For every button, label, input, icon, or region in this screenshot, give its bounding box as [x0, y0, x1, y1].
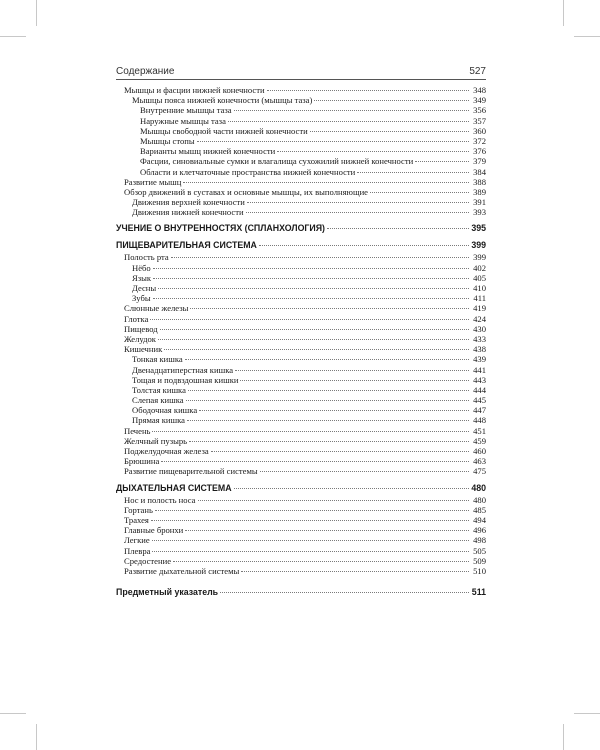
toc-entry-page: 485 — [473, 504, 486, 515]
toc-entry-title: Печень — [124, 425, 151, 436]
toc-entry-title: Слюнные железы — [124, 303, 189, 314]
toc-entry-title: Мышцы и фасции нижней конечности — [124, 85, 265, 95]
toc-entry-page: 480 — [473, 494, 486, 505]
dot-leader — [234, 488, 469, 489]
dot-leader — [150, 319, 469, 320]
toc-entry-title: Толстая кишка — [132, 384, 186, 395]
toc-entry-title: ПИЩЕВАРИТЕЛЬНАЯ СИСТЕМА — [116, 240, 257, 251]
toc-entry-page: 494 — [473, 514, 486, 525]
crop-mark-left-top — [0, 36, 26, 37]
toc-entry-page: 433 — [473, 333, 486, 344]
header-section-title: Содержание — [116, 66, 175, 77]
toc-entry-title: Фасции, синовиальные сумки и влагалища сухожилий нижней конечности — [140, 156, 414, 167]
toc-entry-page: 445 — [473, 395, 486, 406]
dot-leader — [187, 420, 469, 421]
crop-mark-left-bottom — [0, 713, 26, 714]
toc-entry-title: Тощая и подвздошная кишки — [132, 374, 239, 385]
toc-entry[interactable] — [116, 515, 486, 525]
toc-entry-page: 451 — [473, 425, 486, 436]
toc-entry[interactable] — [116, 365, 486, 375]
toc-entry-title: Двенадцатиперстная кишка — [132, 364, 234, 375]
toc-entry-page: 356 — [473, 105, 486, 116]
dot-leader — [152, 431, 469, 432]
toc-entry[interactable] — [116, 187, 486, 197]
toc-entry-page: 480 — [471, 482, 486, 493]
dot-leader — [260, 471, 469, 472]
toc-entry-title: Нёбо — [132, 262, 151, 273]
toc-entry-page: 349 — [473, 95, 486, 106]
dot-leader — [314, 100, 469, 101]
toc-entry-title: Поджелудочная железа — [124, 446, 209, 456]
toc-entry[interactable] — [116, 177, 486, 187]
toc-entry-page: 391 — [473, 197, 486, 208]
toc-entry-page: 447 — [473, 405, 486, 416]
dot-leader — [241, 571, 469, 572]
toc-entry[interactable] — [116, 566, 486, 576]
crop-mark-right-bottom — [574, 713, 600, 714]
toc-entry[interactable] — [116, 252, 486, 262]
dot-leader — [310, 131, 469, 132]
toc-entry[interactable] — [116, 334, 486, 344]
crop-mark-bottom-right — [563, 724, 564, 750]
toc-entry-page: 444 — [473, 384, 486, 395]
toc-entry-title: Кишечник — [124, 344, 163, 355]
toc-entry-page: 505 — [473, 545, 486, 556]
toc-entry[interactable] — [116, 395, 486, 405]
dot-leader — [277, 151, 469, 152]
toc-entry-title: Мышцы пояса нижней конечности (мышцы таза) — [132, 95, 313, 106]
toc-entry-page: 395 — [471, 223, 486, 234]
toc-entry-page: 388 — [473, 176, 486, 187]
toc-entry-title: Движения верхней конечности — [132, 197, 245, 208]
toc-entry[interactable] — [116, 146, 486, 156]
toc-entry-page: 510 — [473, 565, 486, 576]
toc-entry-page: 389 — [473, 186, 486, 197]
toc-entry-title: Прямая кишка — [132, 415, 186, 426]
dot-leader — [161, 461, 469, 462]
toc-entry-title: Главные бронхи — [124, 525, 184, 536]
toc-entry-page: 348 — [473, 85, 486, 95]
toc-entry-title: Слепая кишка — [132, 395, 184, 406]
table-of-contents — [116, 85, 486, 599]
toc-entry-title: Желудок — [124, 333, 156, 344]
toc-entry-title: Мышцы свободной части нижней конечности — [140, 125, 308, 136]
toc-entry-title: Движения нижней конечности — [132, 207, 244, 218]
dot-leader — [267, 90, 469, 91]
toc-entry[interactable] — [116, 456, 486, 466]
toc-entry[interactable] — [116, 105, 486, 115]
dot-leader — [173, 561, 469, 562]
toc-entry[interactable] — [116, 525, 486, 535]
toc-entry[interactable] — [116, 405, 486, 415]
toc-entry-title: Обзор движений в суставах и основные мышцы, их выполняющие — [124, 186, 368, 197]
dot-leader — [189, 441, 469, 442]
crop-mark-right-top — [574, 36, 600, 37]
toc-entry[interactable] — [116, 207, 486, 217]
dot-leader — [153, 298, 469, 299]
dot-leader — [259, 245, 469, 246]
toc-entry[interactable] — [116, 324, 486, 334]
dot-leader — [160, 329, 469, 330]
dot-leader — [171, 257, 469, 258]
header-divider — [116, 79, 486, 80]
toc-section-heading[interactable] — [116, 239, 486, 251]
toc-entry-title: ДЫХАТЕЛЬНАЯ СИСТЕМА — [116, 482, 232, 493]
dot-leader — [188, 390, 469, 391]
toc-entry[interactable] — [116, 263, 486, 273]
toc-entry-title: Наружные мышцы таза — [140, 115, 226, 126]
toc-entry-title: Внутренние мышцы таза — [140, 105, 232, 116]
toc-entry[interactable] — [116, 136, 486, 146]
toc-entry-title: Плевра — [124, 545, 151, 556]
toc-entry[interactable] — [116, 126, 486, 136]
toc-entry[interactable] — [116, 344, 486, 354]
toc-entry-title: Зубы — [132, 293, 151, 304]
toc-entry[interactable] — [116, 303, 486, 313]
toc-entry-page: 372 — [473, 135, 486, 146]
toc-entry[interactable] — [116, 375, 486, 385]
crop-mark-top-right — [563, 0, 564, 26]
toc-entry[interactable] — [116, 167, 486, 177]
running-header — [116, 66, 486, 77]
dot-leader — [158, 339, 469, 340]
dot-leader — [220, 592, 469, 593]
dot-leader — [235, 370, 469, 371]
dot-leader — [199, 410, 469, 411]
toc-entry-page: 439 — [473, 354, 486, 365]
toc-entry[interactable] — [116, 156, 486, 166]
toc-entry[interactable] — [116, 535, 486, 545]
toc-entry-page: 448 — [473, 415, 486, 426]
toc-entry-title: Нос и полость носа — [124, 494, 196, 505]
toc-entry-title: Развитие мышц — [124, 176, 182, 187]
toc-entry-page: 511 — [471, 587, 486, 598]
dot-leader — [152, 540, 469, 541]
toc-entry[interactable] — [116, 436, 486, 446]
toc-entry-page: 443 — [473, 374, 486, 385]
toc-entry[interactable] — [116, 95, 486, 105]
toc-entry-title: Мышцы стопы — [140, 135, 195, 146]
toc-entry-page: 419 — [473, 303, 486, 314]
toc-entry[interactable] — [116, 283, 486, 293]
toc-entry-page: 399 — [473, 252, 486, 263]
toc-entry[interactable] — [116, 505, 486, 515]
dot-leader — [190, 308, 469, 309]
toc-entry-page: 360 — [473, 125, 486, 136]
toc-entry-title: Развитие дыхательной системы — [124, 565, 240, 576]
toc-entry-page: 460 — [473, 446, 486, 456]
toc-entry-page: 379 — [473, 156, 486, 167]
dot-leader — [164, 349, 469, 350]
toc-section-heading[interactable] — [116, 482, 486, 494]
toc-entry-page: 496 — [473, 525, 486, 536]
toc-entry-title: Язык — [132, 272, 152, 283]
toc-entry-title: Брюшина — [124, 456, 160, 467]
toc-entry[interactable] — [116, 546, 486, 556]
toc-entry-title: Развитие пищеварительной системы — [124, 466, 258, 477]
toc-entry-title: Варианты мышц нижней конечности — [140, 146, 276, 157]
toc-entry-page: 410 — [473, 283, 486, 293]
dot-leader — [155, 510, 469, 511]
dot-leader — [185, 359, 469, 360]
dot-leader — [185, 530, 469, 531]
toc-entry-page: 393 — [473, 207, 486, 218]
dot-leader — [240, 380, 469, 381]
toc-entry-page: 402 — [473, 262, 486, 273]
toc-entry-page: 411 — [473, 293, 486, 304]
dot-leader — [211, 451, 469, 452]
dot-leader — [198, 500, 470, 501]
toc-entry-page: 438 — [473, 344, 486, 355]
toc-entry-page: 376 — [473, 146, 486, 157]
dot-leader — [234, 110, 469, 111]
dot-leader — [228, 121, 469, 122]
dot-leader — [183, 182, 469, 183]
toc-entry-title: УЧЕНИЕ О ВНУТРЕННОСТЯХ (СПЛАНХОЛОГИЯ) — [116, 223, 325, 234]
toc-section-heading[interactable] — [116, 222, 486, 234]
toc-entry-page: 441 — [473, 364, 486, 375]
toc-entry[interactable] — [116, 426, 486, 436]
toc-entry-page: 424 — [473, 313, 486, 324]
dot-leader — [357, 172, 469, 173]
toc-entry-page: 405 — [473, 272, 486, 283]
dot-leader — [370, 192, 469, 193]
crop-mark-bottom-left — [36, 724, 37, 750]
toc-entry-page: 430 — [473, 323, 486, 334]
toc-entry[interactable] — [116, 495, 486, 505]
toc-entry-title: Полость рта — [124, 252, 169, 263]
toc-entry[interactable] — [116, 314, 486, 324]
toc-entry-title: Пищевод — [124, 323, 158, 334]
dot-leader — [186, 400, 469, 401]
toc-entry-title: Тонкая кишка — [132, 354, 183, 365]
toc-entry[interactable] — [116, 556, 486, 566]
dot-leader — [158, 288, 469, 289]
toc-entry[interactable] — [116, 85, 486, 95]
toc-entry[interactable] — [116, 273, 486, 283]
crop-mark-top-left — [36, 0, 37, 26]
toc-entry-page: 463 — [473, 456, 486, 467]
dot-leader — [153, 268, 469, 269]
toc-entry-title: Трахея — [124, 514, 149, 525]
toc-entry-title: Предметный указатель — [116, 587, 219, 598]
toc-entry-title: Легкие — [124, 535, 150, 546]
toc-entry-title: Гортань — [124, 504, 153, 515]
toc-entry-title: Глотка — [124, 313, 149, 324]
toc-entry[interactable] — [116, 197, 486, 207]
toc-entry-title: Десны — [132, 283, 157, 293]
header-page-number: 527 — [469, 66, 486, 77]
toc-entry-page: 498 — [473, 535, 486, 546]
toc-entry[interactable] — [116, 446, 486, 456]
dot-leader — [151, 520, 469, 521]
toc-entry-title: Области и клетчаточные пространства нижней конечности — [140, 166, 356, 177]
dot-leader — [247, 202, 469, 203]
toc-entry-page: 357 — [473, 115, 486, 126]
dot-leader — [246, 212, 469, 213]
toc-entry[interactable] — [116, 466, 486, 476]
toc-entry-page: 399 — [471, 240, 486, 251]
toc-entry-page: 509 — [473, 555, 486, 566]
toc-entry[interactable] — [116, 116, 486, 126]
toc-entry-page: 475 — [473, 466, 486, 477]
dot-leader — [153, 278, 469, 279]
toc-entry[interactable] — [116, 293, 486, 303]
toc-entry-page: 459 — [473, 435, 486, 446]
dot-leader — [327, 228, 469, 229]
toc-entry[interactable] — [116, 415, 486, 425]
dot-leader — [415, 161, 469, 162]
toc-entry[interactable] — [116, 354, 486, 364]
dot-leader — [197, 141, 469, 142]
toc-entry-page: 384 — [473, 166, 486, 177]
toc-entry[interactable] — [116, 385, 486, 395]
toc-entry-title: Ободочная кишка — [132, 405, 198, 416]
toc-entry-title: Желчный пузырь — [124, 435, 188, 446]
dot-leader — [152, 551, 469, 552]
toc-entry-title: Средостение — [124, 555, 172, 566]
toc-section-heading[interactable] — [116, 586, 486, 598]
